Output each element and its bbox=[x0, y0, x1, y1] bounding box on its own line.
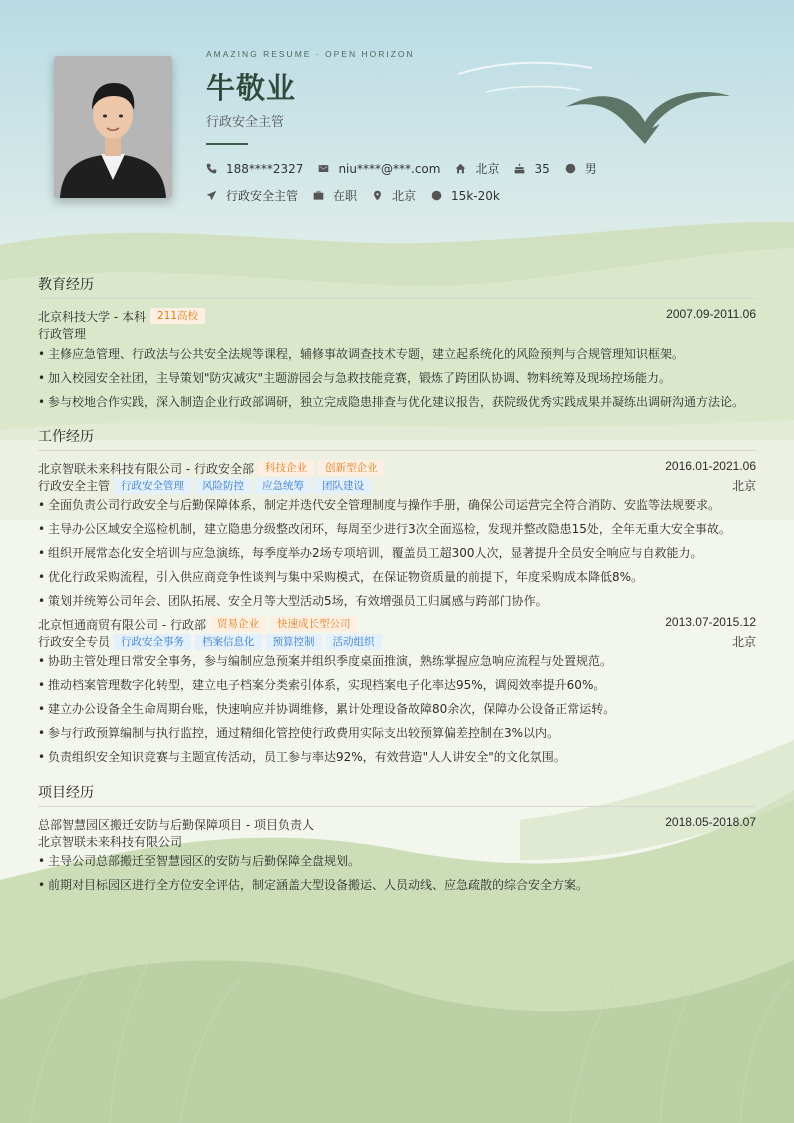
list-item: • 主修应急管理、行政法与公共安全法规等课程，辅修事故调查技术专题，建立起系统化的风险预判与合规管理知识框架。 bbox=[38, 346, 756, 362]
role-name: 行政安全专员 bbox=[38, 635, 111, 649]
section-title: 项目经历 bbox=[38, 782, 756, 807]
skill-tag: 行政安全管理 bbox=[114, 478, 191, 494]
school-tag: 211高校 bbox=[150, 308, 205, 324]
age-item bbox=[514, 162, 549, 176]
job-header bbox=[38, 615, 756, 633]
role-row bbox=[38, 633, 756, 650]
list-item: • 优化行政采购流程，引入供应商竞争性谈判与集中采购模式，在保证物资质量的前提下，年度采购成本降低8%。 bbox=[38, 569, 756, 585]
list-item: • 协助主管处理日常安全事务，参与编制应急预案并组织季度桌面推演，熟练掌握应急响应流程与处置规范。 bbox=[38, 653, 756, 669]
list-item: • 组织开展常态化安全培训与应急演练，每季度举办2场专项培训，覆盖员工超300人次，显著提升全员安全响应与自救能力。 bbox=[38, 545, 756, 561]
company-name: 北京智联未来科技有限公司 - 行政安全部 bbox=[38, 461, 254, 476]
status-item bbox=[313, 187, 357, 204]
skill-tag: 风险防控 bbox=[195, 478, 251, 494]
job-entry bbox=[38, 459, 756, 609]
project-header bbox=[38, 815, 756, 833]
gender-icon bbox=[565, 163, 576, 174]
job-date: 2016.01-2021.06 bbox=[665, 459, 756, 473]
list-item: • 主导办公区域安全巡检机制，建立隐患分级整改闭环，每周至少进行3次全面巡检，发现并整改隐患15处，全年无重大安全事故。 bbox=[38, 521, 756, 537]
mail-icon bbox=[318, 163, 329, 174]
title-underline bbox=[206, 143, 248, 145]
major-name: 行政管理 bbox=[38, 327, 87, 341]
list-item: • 主导公司总部搬迁至智慧园区的安防与后勤保障全盘规划。 bbox=[38, 853, 756, 869]
location-icon bbox=[372, 190, 383, 201]
education-header bbox=[38, 307, 756, 325]
company-tag: 贸易企业 bbox=[210, 616, 266, 632]
send-icon bbox=[206, 190, 217, 201]
company-tag: 创新型企业 bbox=[318, 460, 385, 476]
education-date: 2007.09-2011.06 bbox=[666, 307, 756, 321]
skill-tag: 团队建设 bbox=[315, 478, 371, 494]
email-text: niu****@***.com bbox=[338, 161, 441, 176]
email-item bbox=[318, 162, 440, 176]
company-name: 北京恒通商贸有限公司 - 行政部 bbox=[38, 617, 206, 632]
skill-tag: 应急统筹 bbox=[255, 478, 311, 494]
salary-text: 15k-20k bbox=[451, 188, 500, 203]
hometown-text: 北京 bbox=[475, 162, 500, 176]
education-section bbox=[38, 274, 756, 418]
job-entry bbox=[38, 615, 756, 765]
job-location: 北京 bbox=[731, 479, 756, 493]
company-tag: 科技企业 bbox=[258, 460, 314, 476]
skill-tag: 档案信息化 bbox=[195, 634, 262, 650]
contact-row bbox=[206, 160, 612, 177]
candidate-title: 行政安全主管 bbox=[206, 115, 285, 130]
intent-city-text: 北京 bbox=[392, 189, 417, 203]
skill-tag: 活动组织 bbox=[326, 634, 382, 650]
home-icon bbox=[455, 163, 466, 174]
age-text: 35 bbox=[534, 161, 550, 176]
school-name: 北京科技大学 - 本科 bbox=[38, 309, 146, 324]
project-section bbox=[38, 782, 756, 901]
hometown-item bbox=[455, 160, 499, 177]
intent-position-text: 行政安全主管 bbox=[226, 189, 299, 203]
phone-item bbox=[206, 162, 303, 176]
intent-city-item bbox=[372, 187, 416, 204]
job-location: 北京 bbox=[731, 635, 756, 649]
skill-tag: 行政安全事务 bbox=[114, 634, 191, 650]
list-item: • 前期对目标园区进行全方位安全评估，制定涵盖大型设备搬运、人员动线、应急疏散的综合安全方案。 bbox=[38, 877, 756, 893]
role-row bbox=[38, 477, 756, 494]
status-text: 在职 bbox=[333, 189, 358, 203]
work-section bbox=[38, 426, 756, 773]
company-tag: 快速成长型公司 bbox=[270, 616, 358, 632]
role-name: 行政安全主管 bbox=[38, 479, 111, 493]
salary-item bbox=[431, 189, 500, 203]
project-name: 总部智慧园区搬迁安防与后勤保障项目 - 项目负责人 bbox=[38, 817, 314, 832]
list-item: • 全面负责公司行政安全与后勤保障体系，制定并迭代安全管理制度与操作手册，确保公司运营完全符合消防、安监等法规要求。 bbox=[38, 497, 756, 513]
project-company: 北京智联未来科技有限公司 bbox=[38, 835, 183, 849]
major-row bbox=[38, 325, 756, 342]
person-portrait-icon bbox=[54, 56, 172, 198]
list-item: • 加入校园安全社团，主导策划"防灾减灾"主题游园会与急救技能竞赛，锻炼了跨团队协调、物料统筹及现场控场能力。 bbox=[38, 370, 756, 386]
section-title: 工作经历 bbox=[38, 426, 756, 451]
cake-icon bbox=[514, 163, 525, 174]
phone-icon bbox=[206, 163, 217, 174]
salary-icon bbox=[431, 190, 442, 201]
project-company-row bbox=[38, 833, 756, 850]
job-intent-row bbox=[206, 187, 515, 204]
job-bullets bbox=[38, 497, 756, 609]
list-item: • 策划并统筹公司年会、团队拓展、安全月等大型活动5场，有效增强员工归属感与跨部门协作。 bbox=[38, 593, 756, 609]
phone-text: 188****2327 bbox=[226, 161, 304, 176]
job-date: 2013.07-2015.12 bbox=[665, 615, 756, 629]
profile-photo bbox=[54, 56, 172, 198]
project-date: 2018.05-2018.07 bbox=[665, 815, 756, 829]
list-item: • 推动档案管理数字化转型，建立电子档案分类索引体系，实现档案电子化率达95%，调阅效率提升60%。 bbox=[38, 677, 756, 693]
section-title: 教育经历 bbox=[38, 274, 756, 299]
project-bullets bbox=[38, 853, 756, 893]
list-item: • 参与行政预算编制与执行监控，通过精细化管控使行政费用实际支出较预算偏差控制在3%以内。 bbox=[38, 725, 756, 741]
list-item: • 建立办公设备全生命周期台账，快速响应并协调维修，累计处理设备故障80余次，保障办公设备正常运转。 bbox=[38, 701, 756, 717]
list-item: • 负责组织安全知识竞赛与主题宣传活动，员工参与率达92%，有效营造"人人讲安全"的文化氛围。 bbox=[38, 749, 756, 765]
gender-text: 男 bbox=[584, 162, 597, 176]
brand-caption: AMAZING RESUME · OPEN HORIZON bbox=[206, 49, 415, 59]
intent-position-item bbox=[206, 187, 298, 204]
gender-item bbox=[565, 160, 597, 177]
candidate-name: 牛敬业 bbox=[206, 71, 297, 105]
list-item: • 参与校地合作实践，深入制造企业行政部调研，独立完成隐患排查与优化建议报告，获院级优秀实践成果并凝练出调研沟通方法论。 bbox=[38, 394, 756, 410]
briefcase-icon bbox=[313, 190, 324, 201]
education-bullets bbox=[38, 346, 756, 410]
skill-tag: 预算控制 bbox=[266, 634, 322, 650]
job-bullets bbox=[38, 653, 756, 765]
job-header bbox=[38, 459, 756, 477]
